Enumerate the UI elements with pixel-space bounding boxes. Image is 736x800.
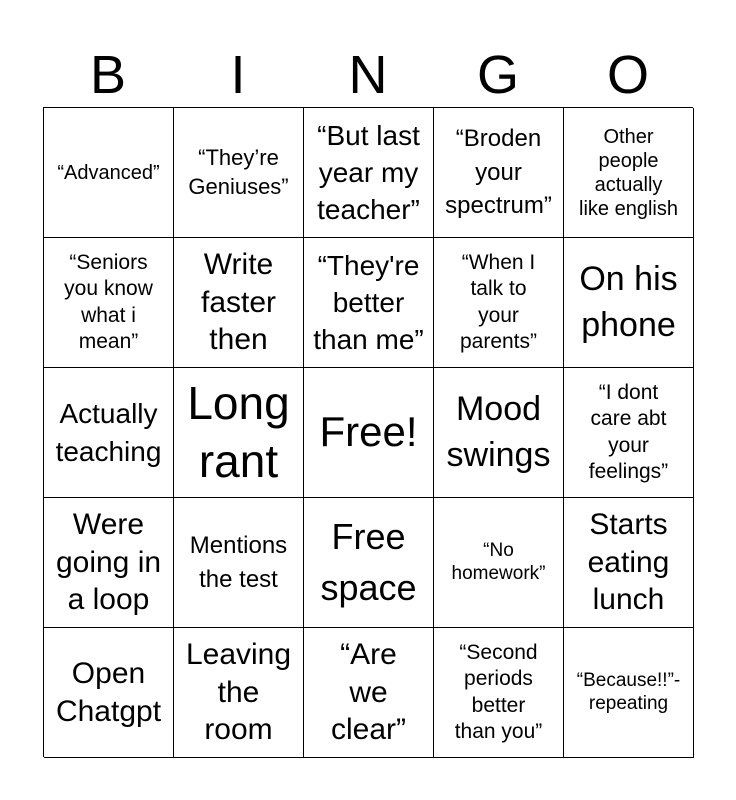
bingo-cell[interactable]: Long rant — [174, 368, 304, 498]
header-letter-g: G — [476, 45, 519, 105]
bingo-cell[interactable]: On his phone — [564, 238, 694, 368]
bingo-cell[interactable]: Free space — [304, 498, 434, 628]
header-letter-o: O — [606, 45, 649, 105]
bingo-cell[interactable]: “Because!!”- repeating — [564, 628, 694, 758]
bingo-cell[interactable]: “Second periods better than you” — [434, 628, 564, 758]
bingo-cell[interactable]: “When I talk to your parents” — [434, 238, 564, 368]
bingo-cell[interactable]: “They’re Geniuses” — [174, 108, 304, 238]
bingo-cell[interactable]: Actually teaching — [44, 368, 174, 498]
bingo-cell[interactable]: Open Chatgpt — [44, 628, 174, 758]
bingo-cell[interactable]: “They're better than me” — [304, 238, 434, 368]
bingo-cell[interactable]: Were going in a loop — [44, 498, 174, 628]
bingo-grid — [43, 107, 693, 757]
bingo-cell[interactable]: “Are we clear” — [304, 628, 434, 758]
bingo-cell[interactable]: “Broden your spectrum” — [434, 108, 564, 238]
bingo-cell[interactable]: “But last year my teacher” — [304, 108, 434, 238]
bingo-cell[interactable]: “I dont care abt your feelings” — [564, 368, 694, 498]
bingo-cell[interactable]: “Advanced” — [44, 108, 174, 238]
bingo-cell[interactable]: Write faster then — [174, 238, 304, 368]
bingo-cell[interactable]: Free! — [304, 368, 434, 498]
bingo-cell[interactable]: Mood swings — [434, 368, 564, 498]
bingo-cell[interactable]: “No homework” — [434, 498, 564, 628]
header-letter-i: I — [230, 45, 246, 105]
bingo-cell[interactable]: Leaving the room — [174, 628, 304, 758]
bingo-cell[interactable]: “Seniors you know what i mean” — [44, 238, 174, 368]
bingo-header — [43, 44, 693, 106]
header-letter-b: B — [89, 45, 127, 105]
bingo-cell[interactable]: Starts eating lunch — [564, 498, 694, 628]
bingo-cell[interactable]: Mentions the test — [174, 498, 304, 628]
header-letter-n: N — [348, 45, 388, 105]
bingo-cell[interactable]: Other people actually like english — [564, 108, 694, 238]
